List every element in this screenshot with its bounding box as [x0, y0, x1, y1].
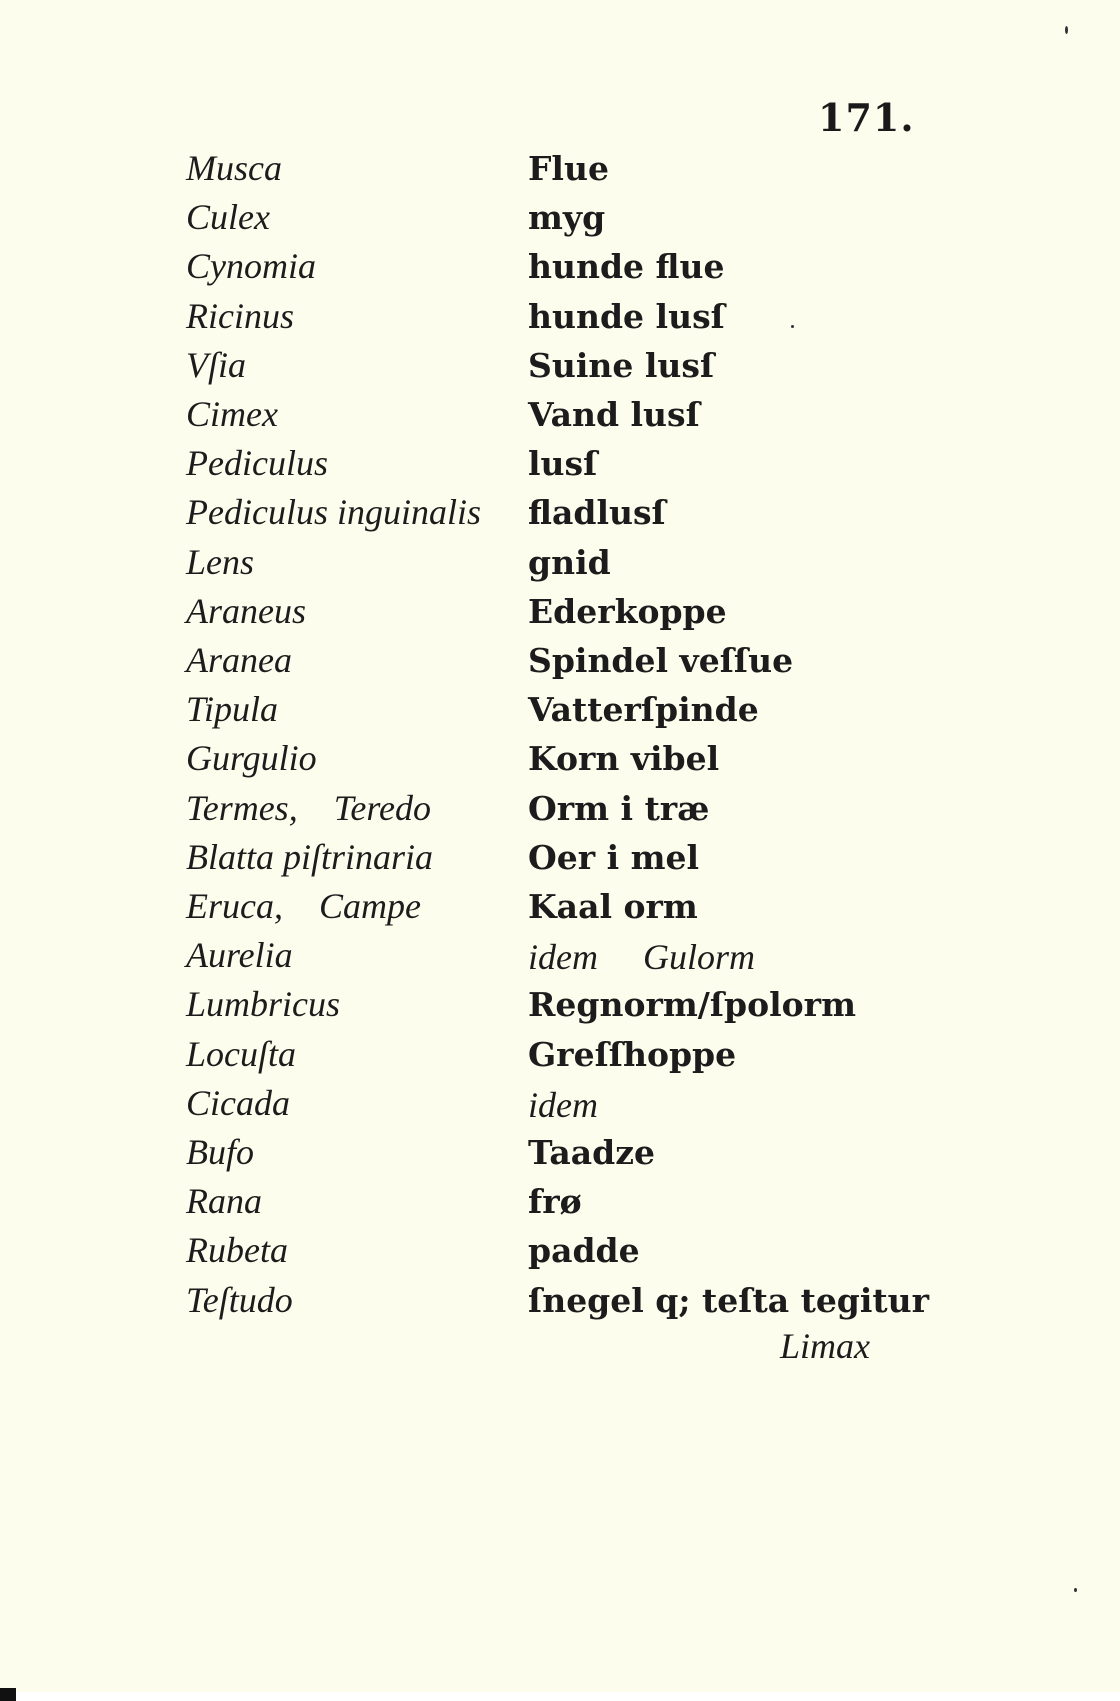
danish-term: Kaal orm	[528, 887, 698, 926]
danish-term: lusſ	[528, 444, 598, 483]
latin-term: Termes, Teredo	[186, 788, 432, 828]
latin-term: Vſia	[186, 345, 246, 385]
danish-term: ſnegel q; teſta tegitur	[528, 1281, 930, 1320]
page-number: 171.	[818, 95, 915, 140]
latin-term: Cicada	[186, 1083, 290, 1123]
latin-term: Musca	[186, 148, 282, 188]
latin-term: Pediculus inguinalis	[186, 492, 481, 532]
danish-term: Orm i træ	[528, 789, 710, 828]
danish-term: Ederkoppe	[528, 592, 727, 631]
latin-term: Bufo	[186, 1132, 254, 1172]
danish-term: myg	[528, 198, 606, 237]
latin-term: Aurelia	[186, 935, 293, 975]
ink-speck	[791, 325, 794, 328]
danish-term: fladlusſ	[528, 493, 666, 532]
latin-term: Gurgulio	[186, 738, 317, 778]
latin-term: Aranea	[186, 640, 292, 680]
ink-speck	[1074, 1588, 1077, 1592]
danish-term: gnid	[528, 543, 611, 582]
latin-term: Lens	[186, 542, 255, 582]
latin-term: Rana	[186, 1181, 262, 1221]
latin-term: Culex	[186, 197, 270, 237]
latin-term: Ricinus	[186, 296, 294, 336]
latin-term: Locuſta	[186, 1034, 297, 1074]
danish-term: frø	[528, 1182, 582, 1221]
latin-term: Cynomia	[186, 246, 316, 286]
latin-term: Lumbricus	[186, 984, 341, 1024]
danish-term: hunde flue	[528, 247, 725, 286]
latin-term: Blatta piſtrinaria	[186, 837, 434, 877]
danish-term: Flue	[528, 149, 609, 188]
latin-term: Pediculus	[186, 443, 328, 483]
danish-term: Suine lusſ	[528, 346, 715, 385]
danish-term: Spindel veſſue	[528, 641, 794, 680]
scan-edge-mark	[0, 1688, 16, 1701]
danish-term: Vand lusſ	[528, 395, 700, 434]
latin-term: Tipula	[186, 689, 279, 729]
danish-term: Regnorm/ſpolorm	[528, 985, 856, 1024]
danish-term: Korn vibel	[528, 739, 720, 778]
scan-border	[0, 1692, 1120, 1701]
danish-term: padde	[528, 1231, 640, 1270]
continuation-word: Limax	[780, 1326, 870, 1366]
danish-term: Greſſhoppe	[528, 1035, 737, 1074]
latin-term: Araneus	[186, 591, 306, 631]
latin-term: Teſtudo	[186, 1280, 293, 1320]
latin-term: Eruca, Campe	[186, 886, 421, 926]
danish-term: hunde lusſ	[528, 297, 725, 336]
danish-term: idem Gulorm	[528, 937, 755, 977]
danish-term: Taadze	[528, 1133, 655, 1172]
danish-term: Vatterſpinde	[528, 690, 759, 729]
danish-term: Oer i mel	[528, 838, 700, 877]
latin-term: Rubeta	[186, 1230, 288, 1270]
danish-term: idem	[528, 1085, 598, 1125]
ink-speck	[1065, 26, 1068, 34]
latin-term: Cimex	[186, 394, 278, 434]
